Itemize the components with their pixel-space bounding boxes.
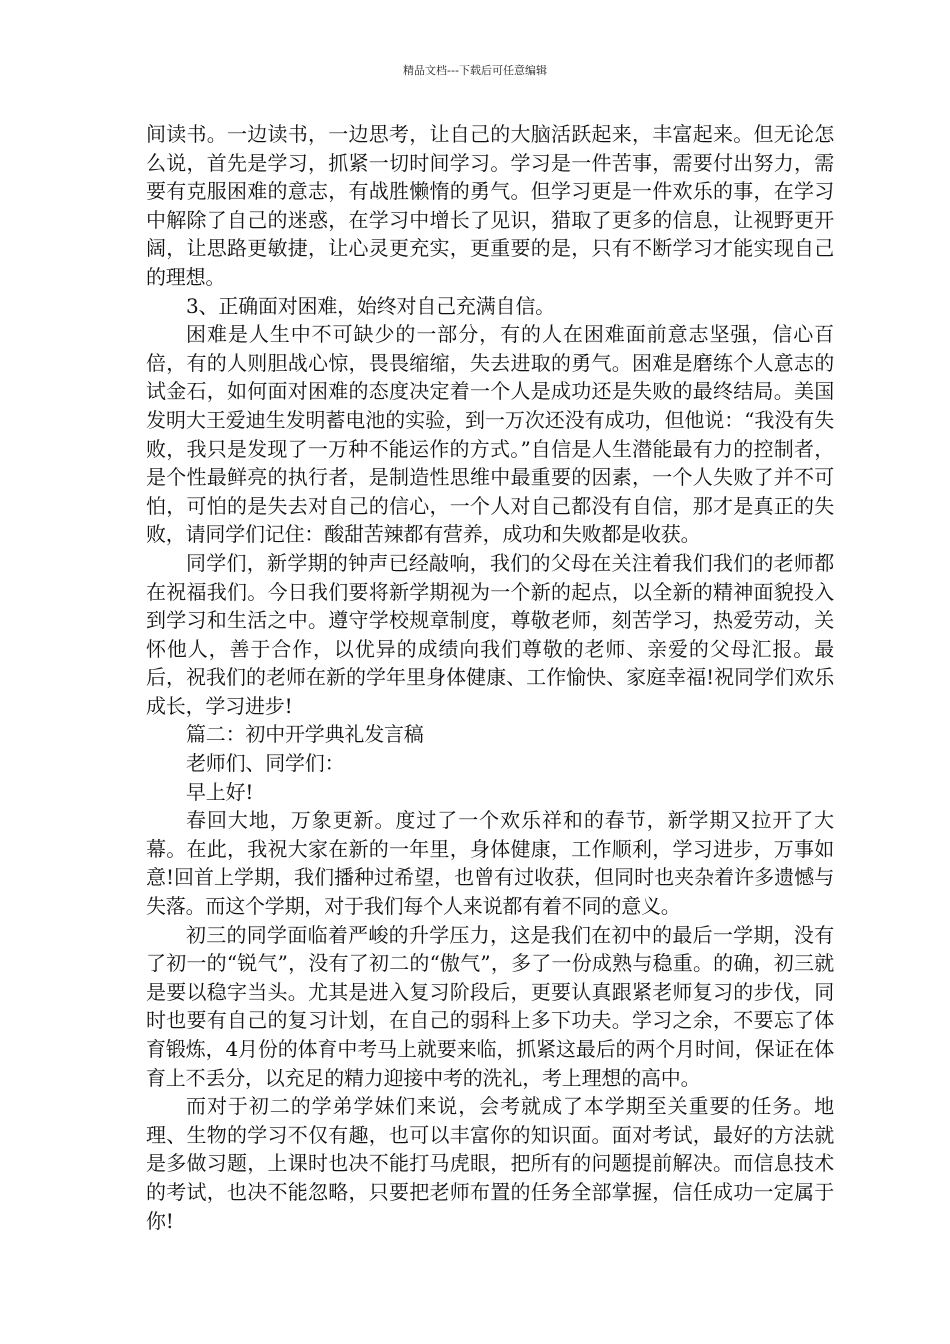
- paragraph-2: 3、正确面对困难，始终对自己充满自信。: [186, 293, 555, 318]
- salutation: 老师们、同学们：: [186, 751, 345, 776]
- page-header: 精品文档---下载后可任意编辑: [403, 64, 547, 77]
- paragraph-10: 而对于初二的学弟学妹们来说，会考就成了本学期至关重要的任务。地理、生物的学习不仅有趣，也可以丰富你的知识面。面对考试，最好的方法就是多做习题，上课时也决不能打马虎眼，把所有的问题提前解决。而信息技术的考试，也决不能忽略，只要把老师布置的任务全部掌握，信任成功一定属于你!: [146, 1094, 834, 1233]
- section-heading: 篇二：初中开学典礼发言稿: [186, 722, 424, 747]
- document-body: [146, 120, 834, 1235]
- paragraph-3: 困难是人生中不可缺少的一部分，有的人在困难面前意志坚强，信心百倍，有的人则胆战心惊，畏畏缩缩，失去进取的勇气。困难是磨练个人意志的试金石，如何面对困难的态度决定着一个人是成功还是失败的最终结局。美国发明大王爱迪生发明蓄电池的实验，到一万次还没有成功，但他说：“我没有失败，我只是发现了一万种不能运作的方式。”自信是人生潜能最有力的控制者，是个性最鲜亮的执行者，是制造性思维中最重要的因素，一个人失败了并不可怕，可怕的是失去对自己的信心，一个人对自己都没有自信，那才是真正的失败，请同学们记住：酸甜苦辣都有营养，成功和失败都是收获。: [146, 322, 834, 547]
- greeting: 早上好!: [186, 779, 254, 804]
- paragraph-9: 初三的同学面临着严峻的升学压力，这是我们在初中的最后一学期，没有了初一的“锐气”，没有了初二的“傲气”，多了一份成熟与稳重。的确，初三就是要以稳字当头。尤其是进入复习阶段后，更要认真跟紧老师复习的步伐，同时也要有自己的复习计划，在自己的弱科上多下功夫。学习之余，不要忘了体育锻炼，4月份的体育中考马上就要来临，抓紧这最后的两个月时间，保证在体育上不丢分，以充足的精力迎接中考的洗礼，考上理想的高中。: [146, 922, 834, 1090]
- paragraph-4: 同学们，新学期的钟声已经敲响，我们的父母在关注着我们我们的老师都在祝福我们。今日我们要将新学期视为一个新的起点，以全新的精神面貌投入到学习和生活之中。遵守学校规章制度，尊敬老师，刻苦学习，热爱劳动，关怀他人，善于合作，以优异的成绩向我们尊敬的老师、亲爱的父母汇报。最后，祝我们的老师在新的学年里身体健康、工作愉快、家庭幸福!祝同学们欢乐成长，学习进步!: [146, 550, 834, 718]
- paragraph-1: 间读书。一边读书，一边思考，让自己的大脑活跃起来，丰富起来。但无论怎么说，首先是学习，抓紧一切时间学习。学习是一件苦事，需要付出努力，需要有克服困难的意志，有战胜懒惰的勇气。但学习更是一件欢乐的事，在学习中解除了自己的迷惑，在学习中增长了见识，猎取了更多的信息，让视野更开阔，让思路更敏捷，让心灵更充实，更重要的是，只有不断学习才能实现自己的理想。: [146, 122, 834, 289]
- paragraph-8: 春回大地，万象更新。度过了一个欢乐祥和的春节，新学期又拉开了大幕。在此，我祝大家在新的一年里，身体健康，工作顺利，学习进步，万事如意!回首上学期，我们播种过希望，也曾有过收获，但同时也夹杂着许多遗憾与失落。而这个学期，对于我们每个人来说都有着不同的意义。: [146, 808, 834, 919]
